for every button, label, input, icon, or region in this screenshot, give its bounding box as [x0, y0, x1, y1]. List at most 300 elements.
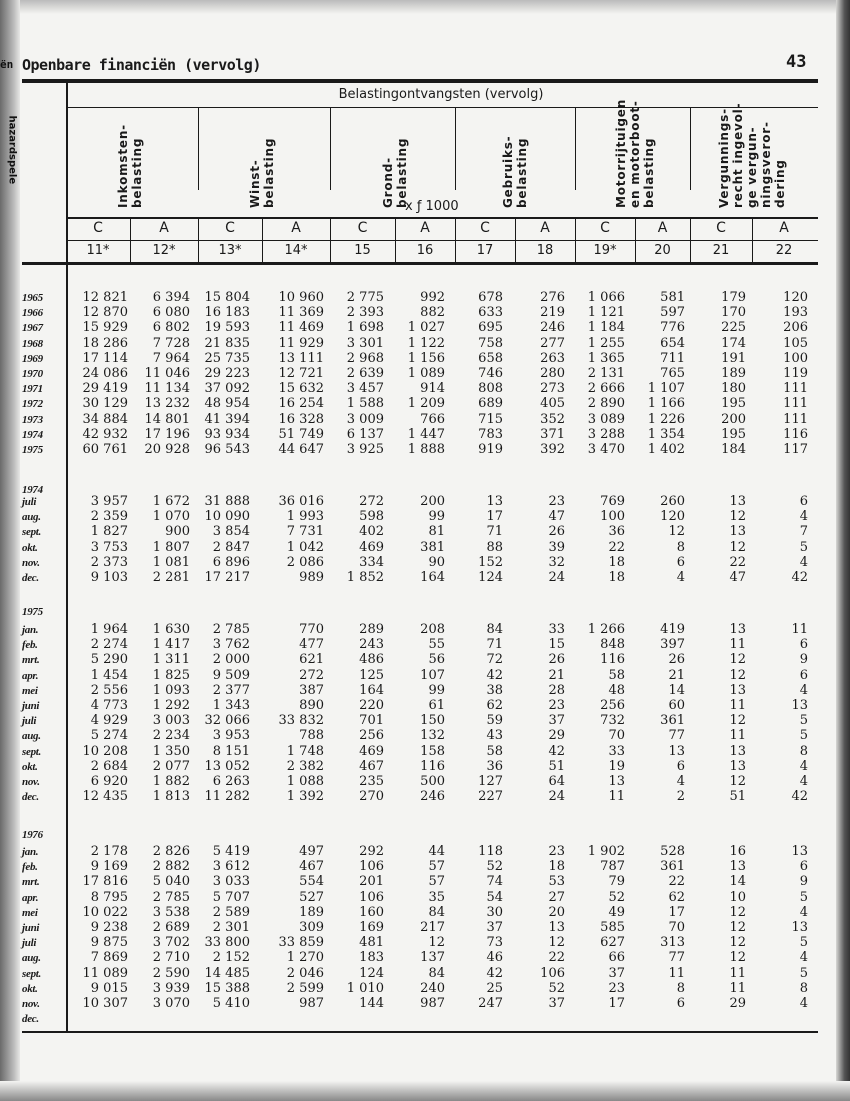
table-cell: 5	[799, 935, 808, 951]
table-cell: 79	[608, 874, 625, 890]
table-cell: 36 016	[278, 494, 324, 509]
table-cell: 1 226	[647, 411, 685, 427]
table-cell: 19 593	[204, 320, 250, 336]
table-cell: 15 388	[204, 980, 250, 996]
table-cell: 11 089	[82, 965, 128, 981]
table-cell: 42	[486, 965, 503, 981]
table-cell: 2 234	[152, 728, 190, 744]
table-cell: 180	[721, 381, 746, 397]
table-cell: 361	[660, 713, 685, 729]
table-cell: 206	[783, 320, 808, 336]
table-cell: 13	[729, 859, 746, 875]
table-cell: 13	[548, 920, 565, 935]
table-cell: 9 169	[90, 859, 128, 875]
group-header-label: Grond- belasting	[381, 137, 409, 208]
table-cell: 12	[668, 524, 685, 540]
table-cell: 689	[478, 396, 503, 412]
table-cell: 1 852	[346, 570, 384, 585]
table-cell: 48	[608, 682, 625, 698]
table-cell: 3 003	[152, 713, 190, 729]
header-rule	[66, 240, 818, 241]
table-cell: 5 040	[152, 874, 190, 890]
table-cell: 2 666	[587, 381, 625, 397]
row-label: mrt.	[22, 654, 40, 667]
table-cell: 16	[729, 844, 746, 859]
table-cell: 52	[486, 859, 503, 875]
table-cell: 309	[299, 920, 324, 935]
row-label: okt.	[22, 541, 38, 554]
table-cell: 21 835	[204, 335, 250, 351]
table-cell: 77	[668, 950, 685, 966]
table-cell: 243	[359, 637, 384, 653]
table-cell: 150	[420, 713, 445, 729]
table-cell: 57	[428, 874, 445, 890]
table-cell: 100	[600, 509, 625, 525]
table-cell: 1 392	[286, 789, 324, 805]
table-cell: 6	[799, 494, 808, 509]
table-cell: 15 632	[278, 381, 324, 397]
column-number: 20	[654, 243, 671, 258]
table-cell: 598	[359, 509, 384, 525]
table-cell: 585	[600, 920, 625, 935]
table-cell: 42	[791, 570, 808, 585]
table-cell: 3 470	[587, 442, 625, 457]
table-cell: 1 042	[286, 539, 324, 555]
table-cell: 66	[608, 950, 625, 966]
column-number: 21	[712, 243, 730, 258]
column-number: 14*	[284, 243, 308, 258]
table-cell: 120	[783, 290, 808, 305]
table-cell: 99	[428, 682, 445, 698]
table-cell: 1 888	[407, 442, 445, 457]
table-cell: 2 639	[346, 366, 384, 381]
table-cell: 2	[676, 789, 685, 805]
table-cell: 3 301	[346, 335, 384, 351]
table-cell: 1 672	[152, 494, 190, 509]
table-cell: 715	[478, 411, 503, 427]
table-cell: 23	[548, 698, 565, 713]
table-cell: 2 968	[346, 350, 384, 366]
table-cell: 2 131	[587, 366, 625, 381]
table-cell: 174	[721, 335, 746, 351]
group-header-label: Vergunnings- recht ingevol- ge vergun- ningsveror- dering	[717, 102, 787, 208]
table-cell: 13 111	[278, 350, 324, 366]
table-cell: 8	[799, 980, 808, 996]
table-cell: 17 196	[144, 426, 190, 442]
table-cell: 61	[428, 698, 445, 713]
table-cell: 217	[420, 920, 445, 935]
table-cell: 11 369	[278, 305, 324, 321]
table-cell: 256	[600, 698, 625, 713]
table-cell: 16 328	[278, 411, 324, 427]
table-cell: 5	[799, 889, 808, 905]
table-cell: 37	[486, 920, 503, 935]
row-label: okt.	[22, 760, 38, 773]
table-cell: 392	[540, 442, 565, 457]
table-cell: 70	[668, 920, 685, 935]
table-cell: 1 107	[647, 381, 685, 397]
table-cell: 890	[299, 698, 324, 713]
table-cell: 381	[420, 539, 445, 555]
table-cell: 72	[486, 652, 503, 668]
table-cell: 125	[359, 667, 384, 683]
table-cell: 397	[660, 637, 685, 653]
table-cell: 24	[548, 570, 565, 585]
table-cell: 12	[729, 935, 746, 951]
table-cell: 106	[359, 859, 384, 875]
group-header	[600, 98, 670, 210]
table-cell: 13	[729, 622, 746, 637]
table-cell: 701	[359, 713, 384, 729]
table-cell: 1 343	[212, 698, 250, 713]
table-cell: 6 137	[346, 426, 384, 442]
table-cell: 26	[548, 524, 565, 540]
table-cell: 10 307	[82, 996, 128, 1011]
table-cell: 486	[359, 652, 384, 668]
table-cell: 4	[799, 950, 808, 966]
table-cell: 6 394	[152, 290, 190, 305]
group-header	[227, 110, 297, 210]
table-cell: 4	[799, 554, 808, 570]
table-cell: 1 698	[346, 320, 384, 336]
table-cell: 58	[608, 667, 625, 683]
table-cell: 81	[428, 524, 445, 540]
table-cell: 987	[420, 996, 445, 1011]
table-cell: 52	[548, 980, 565, 996]
table-cell: 4	[799, 758, 808, 774]
table-cell: 1 882	[152, 774, 190, 789]
table-cell: 23	[608, 980, 625, 996]
table-cell: 42	[548, 743, 565, 759]
table-cell: 882	[420, 305, 445, 321]
table-cell: 111	[783, 411, 808, 427]
header-divider	[455, 108, 456, 190]
table-cell: 7	[799, 524, 808, 540]
table-cell: 1 350	[152, 743, 190, 759]
table-cell: 100	[783, 350, 808, 366]
table-cell: 3 612	[212, 859, 250, 875]
table-cell: 1 292	[152, 698, 190, 713]
table-cell: 7 728	[152, 335, 190, 351]
table-cell: 9 015	[90, 980, 128, 996]
table-cell: 260	[660, 494, 685, 509]
table-cell: 419	[660, 622, 685, 637]
table-cell: 11	[608, 789, 625, 805]
table-cell: 13	[486, 494, 503, 509]
table-cell: 11	[729, 637, 746, 653]
table-cell: 10 022	[82, 904, 128, 920]
table-cell: 2 785	[212, 622, 250, 637]
table-cell: 235	[359, 774, 384, 789]
table-cell: 52	[608, 889, 625, 905]
table-cell: 12	[729, 539, 746, 555]
table-cell: 273	[540, 381, 565, 397]
row-label: jan.	[22, 624, 39, 636]
row-label: 1965	[22, 292, 43, 304]
table-cell: 12	[729, 774, 746, 789]
table-cell: 41 394	[204, 411, 250, 427]
table-cell: 11	[729, 728, 746, 744]
table-cell: 1 266	[587, 622, 625, 637]
table-cell: 59	[486, 713, 503, 729]
section-year-label: 1974	[22, 484, 43, 496]
section-year-label: 1975	[22, 606, 43, 618]
table-cell: 2 281	[152, 570, 190, 585]
table-cell: 7 731	[286, 524, 324, 540]
table-cell: 160	[359, 904, 384, 920]
table-cell: 6 920	[90, 774, 128, 789]
table-cell: 19	[608, 758, 625, 774]
table-cell: 597	[660, 305, 685, 321]
table-cell: 776	[660, 320, 685, 336]
table-cell: 658	[478, 350, 503, 366]
table-cell: 220	[359, 698, 384, 713]
table-cell: 3 925	[346, 442, 384, 457]
header-divider	[690, 108, 691, 190]
table-cell: 11	[729, 698, 746, 713]
table-cell: 783	[478, 426, 503, 442]
table-cell: 47	[729, 570, 746, 585]
table-cell: 2 589	[212, 904, 250, 920]
table-cell: 1 630	[152, 622, 190, 637]
table-cell: 14	[668, 682, 685, 698]
table-cell: 4	[799, 509, 808, 525]
table-cell: 352	[540, 411, 565, 427]
group-header	[95, 110, 165, 210]
table-cell: 10 090	[204, 509, 250, 525]
row-label: feb.	[22, 861, 38, 874]
table-cell: 88	[486, 539, 503, 555]
table-cell: 313	[660, 935, 685, 951]
header-rule	[66, 217, 818, 219]
table-cell: 7 964	[152, 350, 190, 366]
table-cell: 6 896	[212, 554, 250, 570]
table-cell: 1 807	[152, 539, 190, 555]
table-cell: 1 748	[286, 743, 324, 759]
table-cell: 3 288	[587, 426, 625, 442]
table-cell: 184	[721, 442, 746, 457]
row-label: mei	[22, 684, 38, 697]
table-cell: 500	[420, 774, 445, 789]
table-cell: 9	[799, 874, 808, 890]
table-cell: 124	[478, 570, 503, 585]
table-cell: 12 870	[82, 305, 128, 321]
column-number: 13*	[218, 243, 242, 258]
table-cell: 987	[299, 996, 324, 1011]
table-cell: 467	[359, 758, 384, 774]
column-number: 12*	[152, 243, 176, 258]
table-cell: 6 263	[212, 774, 250, 789]
table-cell: 116	[420, 758, 445, 774]
table-cell: 11 469	[278, 320, 324, 336]
table-cell: 746	[478, 366, 503, 381]
table-cell: 1 088	[286, 774, 324, 789]
table-cell: 6	[676, 996, 685, 1011]
table-cell: 179	[721, 290, 746, 305]
table-cell: 2 393	[346, 305, 384, 321]
table-cell: 90	[428, 554, 445, 570]
table-cell: 201	[359, 874, 384, 890]
table-cell: 23	[548, 844, 565, 859]
table-cell: 77	[668, 728, 685, 744]
table-cell: 17 217	[204, 570, 250, 585]
table-cell: 20 928	[144, 442, 190, 457]
row-label: juli	[22, 715, 37, 728]
header-bottom-rule	[22, 262, 818, 265]
table-cell: 7 869	[90, 950, 128, 966]
column-number: 18	[536, 243, 554, 258]
table-cell: 13	[791, 698, 808, 713]
table-cell: 24	[548, 789, 565, 805]
page-edge	[836, 0, 850, 1101]
table-cell: 4	[799, 682, 808, 698]
table-cell: 17 114	[82, 350, 128, 366]
table-cell: 787	[600, 859, 625, 875]
territory-code: C	[93, 220, 103, 236]
table-cell: 170	[721, 305, 746, 321]
table-cell: 195	[721, 426, 746, 442]
table-cell: 12 721	[278, 366, 324, 381]
territory-code: C	[357, 220, 368, 236]
table-cell: 289	[359, 622, 384, 637]
table-cell: 10 208	[82, 743, 128, 759]
table-cell: 29 223	[204, 366, 250, 381]
table-cell: 13	[729, 758, 746, 774]
table-cell: 227	[478, 789, 503, 805]
table-cell: 900	[165, 524, 190, 540]
table-cell: 21	[548, 667, 565, 683]
table-cell: 127	[478, 774, 503, 789]
table-cell: 1 827	[90, 524, 128, 540]
table-cell: 71	[486, 524, 503, 540]
table-cell: 46	[486, 950, 503, 966]
table-cell: 189	[299, 904, 324, 920]
table-cell: 84	[486, 622, 503, 637]
table-cell: 8 151	[212, 743, 250, 759]
table-cell: 371	[540, 426, 565, 442]
table-cell: 37 092	[204, 381, 250, 397]
table-cell: 16 183	[204, 305, 250, 321]
table-cell: 8	[676, 539, 685, 555]
row-label: 1970	[22, 368, 43, 380]
row-label: sept.	[22, 745, 41, 758]
table-cell: 13 232	[144, 396, 190, 412]
table-cell: 51 749	[278, 426, 324, 442]
table-cell: 119	[783, 366, 808, 381]
table-cell: 208	[420, 622, 445, 637]
row-label: 1973	[22, 413, 43, 426]
table-cell: 13	[729, 743, 746, 759]
table-cell: 3 009	[346, 411, 384, 427]
table-cell: 20	[548, 904, 565, 920]
table-cell: 1 089	[407, 366, 445, 381]
table-cell: 18	[608, 570, 625, 585]
table-cell: 2 684	[90, 758, 128, 774]
table-cell: 2 377	[212, 682, 250, 698]
table-cell: 1 156	[407, 350, 445, 366]
table-cell: 247	[478, 996, 503, 1011]
table-cell: 654	[660, 335, 685, 351]
table-cell: 29	[729, 996, 746, 1011]
table-cell: 5 419	[212, 844, 250, 859]
table-cell: 84	[428, 904, 445, 920]
table-cell: 5	[799, 728, 808, 744]
table-cell: 2 373	[90, 554, 128, 570]
table-cell: 4	[799, 904, 808, 920]
table-cell: 117	[783, 442, 808, 457]
table-cell: 2 152	[212, 950, 250, 966]
table-cell: 2 359	[90, 509, 128, 525]
table-cell: 1 209	[407, 396, 445, 412]
row-label: 1972	[22, 398, 43, 411]
group-header	[360, 110, 430, 210]
table-cell: 4 929	[90, 713, 128, 729]
table-cell: 12	[729, 920, 746, 935]
table-cell: 11 134	[144, 381, 190, 397]
table-cell: 2 274	[90, 637, 128, 653]
table-cell: 116	[600, 652, 625, 668]
table-cell: 106	[540, 965, 565, 981]
row-label: 1969	[22, 352, 43, 365]
table-cell: 5 410	[212, 996, 250, 1011]
table-cell: 2 599	[286, 980, 324, 996]
table-cell: 1 964	[90, 622, 128, 637]
table-cell: 189	[721, 366, 746, 381]
table-cell: 11	[729, 965, 746, 981]
table-cell: 22	[729, 554, 746, 570]
table-cell: 14	[729, 874, 746, 890]
table-cell: 43	[486, 728, 503, 744]
table-cell: 3 702	[152, 935, 190, 951]
table-cell: 405	[540, 396, 565, 412]
table-cell: 469	[359, 539, 384, 555]
row-label: mei	[22, 906, 38, 919]
table-cell: 3 089	[587, 411, 625, 427]
table-cell: 13	[729, 682, 746, 698]
table-cell: 1 166	[647, 396, 685, 412]
table-cell: 4	[799, 774, 808, 789]
row-label: juni	[22, 700, 40, 712]
table-cell: 1 066	[587, 290, 625, 305]
table-cell: 26	[548, 652, 565, 668]
table-cell: 62	[668, 889, 685, 905]
table-cell: 246	[540, 320, 565, 336]
row-label: feb.	[22, 639, 38, 652]
table-cell: 13	[668, 743, 685, 759]
table-cell: 12	[729, 950, 746, 966]
table-cell: 42	[791, 789, 808, 805]
table-cell: 9 875	[90, 935, 128, 951]
table-cell: 116	[783, 426, 808, 442]
table-cell: 621	[299, 652, 324, 668]
table-cell: 15 929	[82, 320, 128, 336]
table-cell: 3 538	[152, 904, 190, 920]
table-cell: 2 590	[152, 965, 190, 981]
table-cell: 765	[660, 366, 685, 381]
row-label: sept.	[22, 967, 41, 980]
table-cell: 105	[783, 335, 808, 351]
table-cell: 481	[359, 935, 384, 951]
table-cell: 8	[676, 980, 685, 996]
table-cell: 37	[548, 713, 565, 729]
table-cell: 11	[668, 965, 685, 981]
table-cell: 581	[660, 290, 685, 305]
table-cell: 2 301	[212, 920, 250, 935]
table-cell: 3 033	[212, 874, 250, 890]
table-cell: 132	[420, 728, 445, 744]
table-cell: 164	[359, 682, 384, 698]
table-cell: 770	[299, 622, 324, 637]
